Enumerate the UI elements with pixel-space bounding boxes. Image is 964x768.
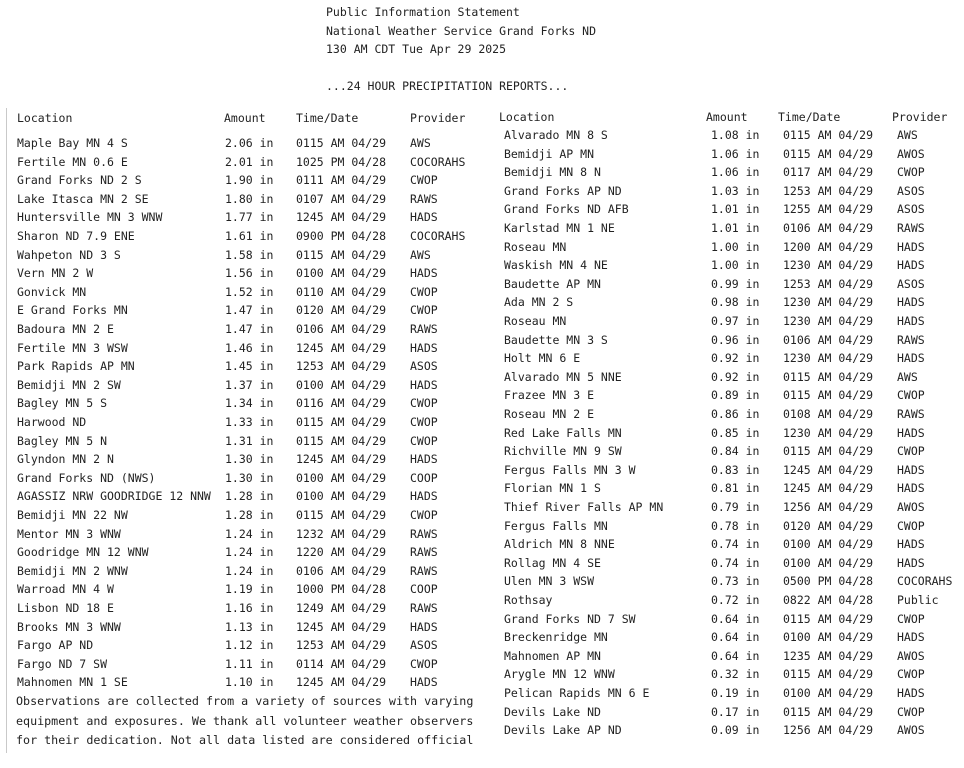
time-cell: 0100 AM 04/29 [783,555,874,570]
amount-cell: 0.74 in [711,555,760,570]
location-cell: Rothsay [504,593,553,607]
provider-cell: RAWS [410,322,438,336]
location-cell: Pelican Rapids MN 6 E [504,686,650,700]
provider-cell: COOP [410,582,438,597]
amount-cell: 1.30 in [225,452,274,467]
amount-cell: 0.96 in [711,332,760,347]
location-cell: Glyndon MN 2 N [17,452,114,467]
amount-cell: 1.28 in [225,489,274,504]
provider-cell: AWS [897,369,918,384]
location-cell: Goodridge MN 12 WNW [17,545,149,560]
provider-cell: HADS [897,462,925,477]
amount-cell: 1.37 in [225,377,274,392]
amount-cell: 0.92 in [711,369,760,384]
provider-cell: HADS [410,266,438,281]
time-cell: 0100 AM 04/29 [783,537,874,552]
provider-cell: HADS [897,314,925,328]
time-cell: 1256 AM 04/29 [783,500,874,514]
provider-cell: HADS [897,555,925,570]
location-cell: Mentor MN 3 WNW [17,526,121,541]
header-provider: Provider [892,110,948,124]
provider-cell: HADS [897,258,925,273]
provider-cell: CWOP [410,656,438,671]
location-cell: Florian MN 1 S [504,481,601,496]
location-cell: Rollag MN 4 SE [504,555,601,570]
amount-cell: 1.52 in [225,284,274,299]
time-cell: 0115 AM 04/29 [783,667,874,682]
location-cell: Bemidji AP MN [504,146,595,161]
time-cell: 1256 AM 04/29 [783,723,874,738]
location-cell: Fertile MN 3 WSW [17,340,128,355]
location-cell: Alvarado MN 8 S [504,128,608,142]
provider-cell: CWOP [410,303,438,318]
left-border [6,108,7,753]
time-cell: 0117 AM 04/29 [783,165,874,180]
amount-cell: 1.24 in [225,545,274,560]
location-cell: Brooks MN 3 WNW [17,619,121,634]
time-cell: 0106 AM 04/29 [296,322,387,336]
provider-cell: COOP [410,470,438,485]
amount-cell: 0.19 in [711,686,760,700]
amount-cell: 0.17 in [711,704,760,719]
location-cell: Karlstad MN 1 NE [504,221,615,235]
time-cell: 0106 AM 04/29 [783,332,874,347]
provider-cell: COCORAHS [410,229,466,243]
location-cell: Richville MN 9 SW [504,444,622,459]
location-cell: Red Lake Falls MN [504,425,622,440]
amount-cell: 1.58 in [225,247,274,262]
amount-cell: 0.97 in [711,314,760,328]
provider-cell: HADS [410,675,438,690]
provider-cell: RAWS [410,526,438,541]
time-cell: 0100 AM 04/29 [783,686,874,700]
location-cell: Ulen MN 3 WSW [504,574,595,589]
provider-cell: HADS [897,351,925,366]
amount-cell: 1.30 in [225,470,274,485]
provider-cell: CWOP [897,388,925,403]
header-amount: Amount [706,110,748,124]
amount-cell: 0.99 in [711,276,760,291]
amount-cell: 0.64 in [711,611,760,626]
location-cell: Ada MN 2 S [504,295,574,310]
amount-cell: 1.24 in [225,563,274,578]
amount-cell: 1.45 in [225,359,274,374]
amount-cell: 1.34 in [225,396,274,411]
amount-cell: 0.73 in [711,574,760,589]
time-cell: 0115 AM 04/29 [296,415,387,429]
provider-cell: AWOS [897,723,925,738]
provider-cell: RAWS [410,563,438,578]
footnote-line: for their dedication. Not all data listed are considered official [16,733,474,747]
time-cell: 1245 AM 04/29 [296,340,387,355]
location-cell: Bemidji MN 22 NW [17,508,128,522]
amount-cell: 2.06 in [225,136,274,150]
time-cell: 1200 AM 04/29 [783,239,874,254]
location-cell: E Grand Forks MN [17,303,128,318]
section-title: ...24 HOUR PRECIPITATION REPORTS... [326,79,569,93]
amount-cell: 1.19 in [225,582,274,597]
provider-cell: HADS [897,537,925,552]
time-cell: 1245 AM 04/29 [296,452,387,467]
location-cell: Sharon ND 7.9 ENE [17,229,135,243]
time-cell: 0107 AM 04/29 [296,191,387,206]
provider-cell: HADS [897,686,925,700]
location-cell: Huntersville MN 3 WNW [17,210,163,225]
location-cell: Lisbon ND 18 E [17,601,114,615]
time-cell: 1220 AM 04/29 [296,545,387,560]
provider-cell: RAWS [410,191,438,206]
location-cell: Waskish MN 4 NE [504,258,608,273]
time-cell: 1253 AM 04/29 [296,638,387,653]
amount-cell: 1.13 in [225,619,274,634]
header-location: Location [499,110,555,124]
time-cell: 0115 AM 04/29 [296,247,387,262]
amount-cell: 0.83 in [711,462,760,477]
time-cell: 0115 AM 04/29 [783,611,874,626]
header-time: Time/Date [778,110,841,124]
provider-cell: RAWS [897,407,925,421]
time-cell: 1230 AM 04/29 [783,314,874,328]
location-cell: Alvarado MN 5 NNE [504,369,622,384]
location-cell: Bagley MN 5 N [17,433,108,448]
amount-cell: 0.85 in [711,425,760,440]
provider-cell: RAWS [897,221,925,235]
amount-cell: 0.86 in [711,407,760,421]
amount-cell: 0.78 in [711,518,760,533]
provider-cell: ASOS [897,202,925,217]
provider-cell: AWOS [897,648,925,663]
location-cell: Aldrich MN 8 NNE [504,537,615,552]
time-cell: 0115 AM 04/29 [783,388,874,403]
provider-cell: RAWS [410,545,438,560]
location-cell: Fertile MN 0.6 E [17,154,128,169]
location-cell: Maple Bay MN 4 S [17,136,128,150]
time-cell: 1245 AM 04/29 [296,675,387,690]
location-cell: Roseau MN [504,314,567,328]
amount-cell: 1.61 in [225,229,274,243]
provider-cell: RAWS [410,601,438,615]
amount-cell: 0.84 in [711,444,760,459]
location-cell: Mahnomen MN 1 SE [17,675,128,690]
provider-cell: AWS [410,136,431,150]
right-table [499,110,964,740]
provider-cell: HADS [410,489,438,504]
amount-cell: 1.01 in [711,221,760,235]
provider-cell: COCORAHS [897,574,953,589]
time-cell: 0100 AM 04/29 [296,470,387,485]
time-cell: 0115 AM 04/29 [783,704,874,719]
provider-cell: HADS [410,377,438,392]
provider-cell: HADS [410,340,438,355]
amount-cell: 1.10 in [225,675,274,690]
time-cell: 0100 AM 04/29 [296,377,387,392]
amount-cell: 1.90 in [225,173,274,188]
location-cell: Baudette AP MN [504,276,601,291]
provider-cell: AWOS [897,146,925,161]
location-cell: Mahnomen AP MN [504,648,601,663]
location-cell: Arygle MN 12 WNW [504,667,615,682]
provider-cell: ASOS [897,183,925,198]
location-cell: Baudette MN 3 S [504,332,608,347]
provider-cell: HADS [897,630,925,645]
time-cell: 1245 AM 04/29 [783,481,874,496]
amount-cell: 1.03 in [711,183,760,198]
amount-cell: 0.74 in [711,537,760,552]
provider-cell: HADS [897,481,925,496]
location-cell: Frazee MN 3 E [504,388,595,403]
amount-cell: 1.00 in [711,258,760,273]
time-cell: 0116 AM 04/29 [296,396,387,411]
amount-cell: 1.06 in [711,146,760,161]
location-cell: Grand Forks ND (NWS) [17,470,156,485]
location-cell: Fargo ND 7 SW [17,656,108,671]
amount-cell: 1.00 in [711,239,760,254]
provider-cell: CWOP [410,396,438,411]
time-cell: 1245 AM 04/29 [296,619,387,634]
time-cell: 1253 AM 04/29 [783,183,874,198]
time-cell: 1253 AM 04/29 [296,359,387,374]
amount-cell: 0.92 in [711,351,760,366]
time-cell: 0100 AM 04/29 [783,630,874,645]
location-cell: Bemidji MN 2 WNW [17,563,128,578]
location-cell: Devils Lake AP ND [504,723,622,738]
footnote-line: Observations are collected from a variety of sources with varying [16,694,474,708]
amount-cell: 0.72 in [711,593,760,607]
header-location: Location [17,111,73,125]
amount-cell: 1.47 in [225,322,274,336]
location-cell: Thief River Falls AP MN [504,500,664,514]
location-cell: Wahpeton ND 3 S [17,247,121,262]
location-cell: Vern MN 2 W [17,266,94,281]
amount-cell: 1.06 in [711,165,760,180]
location-cell: Breckenridge MN [504,630,608,645]
provider-cell: CWOP [410,508,438,522]
provider-cell: CWOP [410,433,438,448]
time-cell: 0108 AM 04/29 [783,407,874,421]
amount-cell: 0.09 in [711,723,760,738]
provider-cell: CWOP [897,165,925,180]
amount-cell: 0.98 in [711,295,760,310]
header-provider: Provider [410,111,466,125]
time-cell: 0110 AM 04/29 [296,284,387,299]
footnote-line: equipment and exposures. We thank all volunteer weather observers [16,713,474,728]
time-cell: 1255 AM 04/29 [783,202,874,217]
provider-cell: RAWS [897,332,925,347]
location-cell: Fergus Falls MN 3 W [504,462,636,477]
time-cell: 1230 AM 04/29 [783,295,874,310]
amount-cell: 1.31 in [225,433,274,448]
provider-cell: Public [897,593,939,607]
office-name: National Weather Service Grand Forks ND [326,24,597,38]
time-cell: 1235 AM 04/29 [783,648,874,663]
location-cell: Harwood ND [17,415,87,429]
time-cell: 0120 AM 04/29 [296,303,387,318]
time-cell: 1232 AM 04/29 [296,526,387,541]
amount-cell: 0.79 in [711,500,760,514]
provider-cell: HADS [410,452,438,467]
time-cell: 1025 PM 04/28 [296,154,387,169]
amount-cell: 1.16 in [225,601,274,615]
provider-cell: HADS [897,425,925,440]
location-cell: Gonvick MN [17,284,87,299]
amount-cell: 1.56 in [225,266,274,281]
time-cell: 0106 AM 04/29 [296,563,387,578]
provider-cell: ASOS [410,359,438,374]
time-cell: 1253 AM 04/29 [783,276,874,291]
time-cell: 0115 AM 04/29 [783,128,874,142]
provider-cell: AWS [897,128,918,142]
location-cell: Grand Forks AP ND [504,183,622,198]
time-cell: 0111 AM 04/29 [296,173,387,188]
time-cell: 1249 AM 04/29 [296,601,387,615]
time-cell: 1230 AM 04/29 [783,258,874,273]
provider-cell: CWOP [410,415,438,429]
time-cell: 0106 AM 04/29 [783,221,874,235]
location-cell: Fergus Falls MN [504,518,608,533]
amount-cell: 2.01 in [225,154,274,169]
amount-cell: 1.12 in [225,638,274,653]
time-cell: 0100 AM 04/29 [296,489,387,504]
provider-cell: ASOS [410,638,438,653]
location-cell: Grand Forks ND 2 S [17,173,142,188]
location-cell: Roseau MN 2 E [504,407,595,421]
location-cell: Grand Forks ND 7 SW [504,611,636,626]
location-cell: AGASSIZ NRW GOODRIDGE 12 NNW [17,489,211,504]
location-cell: Grand Forks ND AFB [504,202,629,217]
location-cell: Park Rapids AP MN [17,359,135,374]
location-cell: Devils Lake ND [504,704,601,719]
time-cell: 0115 AM 04/29 [296,508,387,522]
amount-cell: 0.89 in [711,388,760,403]
time-cell: 1245 AM 04/29 [296,210,387,225]
location-cell: Holt MN 6 E [504,351,581,366]
time-cell: 0900 PM 04/28 [296,229,387,243]
time-cell: 0115 AM 04/29 [296,136,387,150]
amount-cell: 1.77 in [225,210,274,225]
location-cell: Bagley MN 5 S [17,396,108,411]
provider-cell: HADS [410,210,438,225]
time-cell: 1230 AM 04/29 [783,425,874,440]
amount-cell: 1.47 in [225,303,274,318]
amount-cell: 1.46 in [225,340,274,355]
amount-cell: 0.64 in [711,648,760,663]
provider-cell: CWOP [897,444,925,459]
amount-cell: 0.64 in [711,630,760,645]
provider-cell: HADS [897,295,925,310]
provider-cell: AWOS [897,500,925,514]
provider-cell: CWOP [410,284,438,299]
location-cell: Warroad MN 4 W [17,582,114,597]
location-cell: Badoura MN 2 E [17,322,114,336]
time-cell: 0115 AM 04/29 [783,444,874,459]
provider-cell: ASOS [897,276,925,291]
amount-cell: 1.24 in [225,526,274,541]
amount-cell: 1.08 in [711,128,760,142]
time-cell: 0500 PM 04/28 [783,574,874,589]
amount-cell: 1.33 in [225,415,274,429]
time-cell: 1245 AM 04/29 [783,462,874,477]
footnote [16,692,486,751]
time-cell: 0100 AM 04/29 [296,266,387,281]
location-cell: Bemidji MN 8 N [504,165,601,180]
header-amount: Amount [224,111,266,125]
location-cell: Bemidji MN 2 SW [17,377,121,392]
amount-cell: 1.01 in [711,202,760,217]
provider-cell: HADS [410,619,438,634]
location-cell: Fargo AP ND [17,638,94,653]
amount-cell: 1.11 in [225,656,274,671]
amount-cell: 0.81 in [711,481,760,496]
provider-cell: CWOP [410,173,438,188]
time-cell: 0114 AM 04/29 [296,656,387,671]
issue-time: 130 AM CDT Tue Apr 29 2025 [326,42,507,56]
provider-cell: CWOP [897,611,925,626]
provider-cell: CWOP [897,667,925,682]
provider-cell: AWS [410,247,431,262]
statement-title: Public Information Statement [326,5,520,19]
provider-cell: CWOP [897,704,925,719]
left-table [17,111,477,691]
header-time: Time/Date [296,111,359,125]
time-cell: 0822 AM 04/28 [783,593,874,607]
time-cell: 0115 AM 04/29 [296,433,387,448]
time-cell: 0120 AM 04/29 [783,518,874,533]
time-cell: 0115 AM 04/29 [783,146,874,161]
amount-cell: 1.80 in [225,191,274,206]
provider-cell: COCORAHS [410,154,466,169]
provider-cell: HADS [897,239,925,254]
time-cell: 0115 AM 04/29 [783,369,874,384]
time-cell: 1000 PM 04/28 [296,582,387,597]
provider-cell: CWOP [897,518,925,533]
location-cell: Roseau MN [504,239,567,254]
amount-cell: 0.32 in [711,667,760,682]
location-cell: Lake Itasca MN 2 SE [17,191,149,206]
amount-cell: 1.28 in [225,508,274,522]
time-cell: 1230 AM 04/29 [783,351,874,366]
